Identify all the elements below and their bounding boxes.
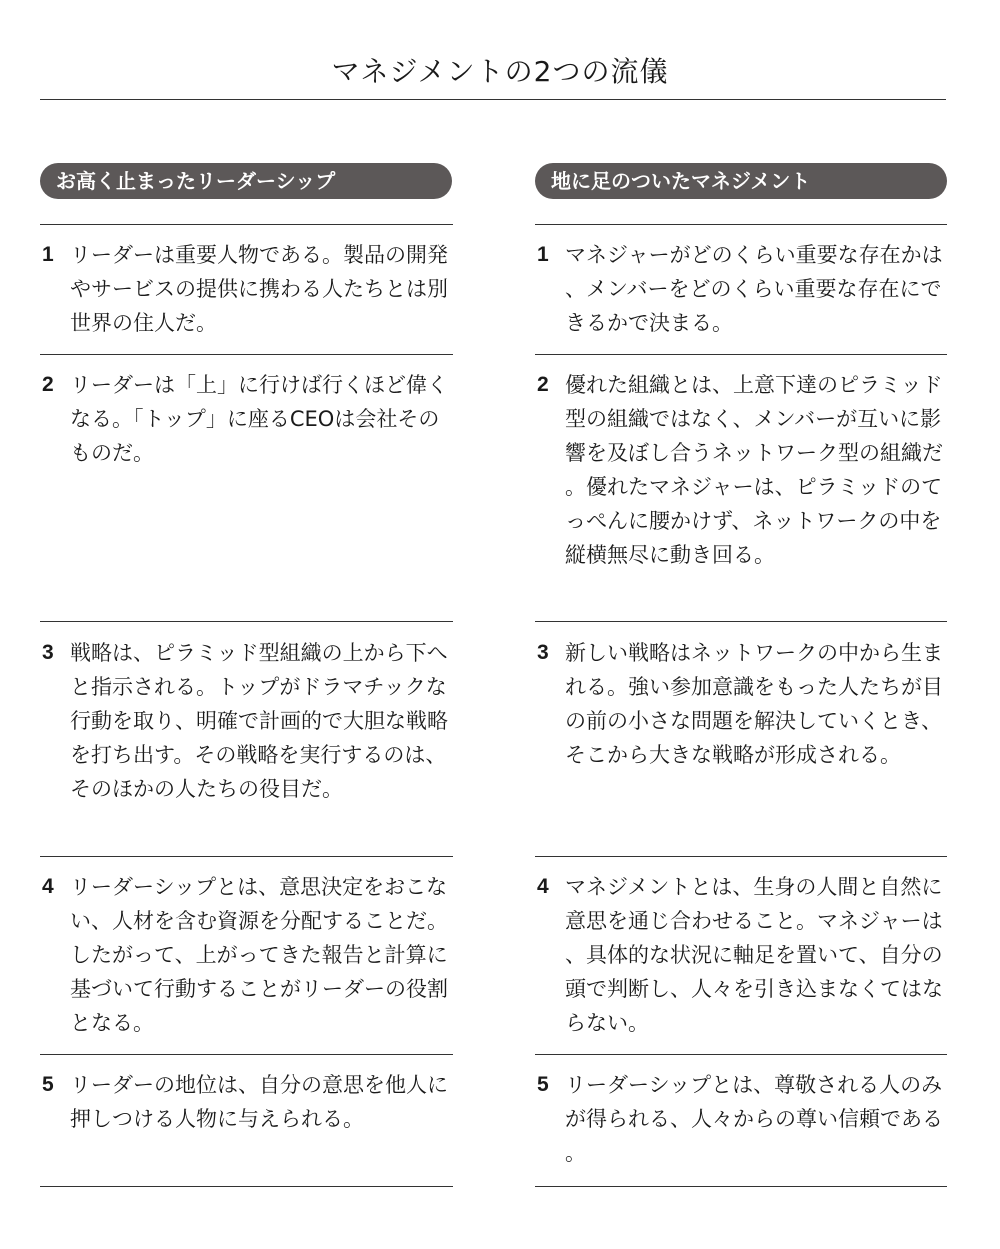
item-text: マネジメントとは、生身の人間と自然に意思を通じ合わせること。マネジャーは、具体的な状況に軸足を置いて、自分の頭で判断し、人々を引き込まなくてはならない。 bbox=[565, 875, 943, 1035]
item-text: 戦略は、ピラミッド型組織の上から下へと指示される。トップがドラマチックな行動を取り、明確で計画的で大胆な戦略を打ち出す。その戦略を実行するのは、そのほかの人たちの役目だ。 bbox=[70, 641, 448, 801]
item-number: 4 bbox=[537, 875, 549, 898]
row-divider bbox=[535, 224, 947, 225]
title-divider bbox=[40, 99, 946, 100]
row-divider bbox=[535, 856, 947, 857]
right-item-4 bbox=[537, 870, 957, 1042]
item-text: リーダーの地位は、自分の意思を他人に押しつける人物に与えられる。 bbox=[70, 1073, 448, 1131]
item-number: 5 bbox=[537, 1073, 549, 1096]
right-item-3 bbox=[537, 636, 957, 842]
right-item-5 bbox=[537, 1068, 957, 1172]
item-number: 2 bbox=[42, 373, 54, 396]
row-divider bbox=[40, 856, 453, 857]
left-item-1 bbox=[42, 238, 462, 342]
right-item-1 bbox=[537, 238, 957, 342]
item-text: リーダーは重要人物である。製品の開発やサービスの提供に携わる人たちとは別世界の住人だ。 bbox=[70, 243, 448, 335]
item-text: 新しい戦略はネットワークの中から生まれる。強い参加意識をもった人たちが目の前の小さな問題を解決していくとき、そこから大きな戦略が形成される。 bbox=[565, 641, 943, 767]
right-column-heading: 地に足のついたマネジメント bbox=[535, 163, 947, 199]
right-item-2 bbox=[537, 368, 957, 608]
row-divider bbox=[40, 354, 453, 355]
row-divider bbox=[535, 1186, 947, 1187]
item-number: 4 bbox=[42, 875, 54, 898]
item-number: 1 bbox=[537, 243, 549, 266]
left-item-3 bbox=[42, 636, 462, 842]
row-divider bbox=[535, 621, 947, 622]
item-text: 優れた組織とは、上意下達のピラミッド型の組織ではなく、メンバーが互いに影響を及ぼし合うネットワーク型の組織だ。優れたマネジャーは、ピラミッドのてっぺんに腰かけず、ネットワークの中を縦横無尽に動き回る。 bbox=[565, 373, 943, 567]
row-divider bbox=[40, 1186, 453, 1187]
row-divider bbox=[535, 1054, 947, 1055]
row-divider bbox=[40, 621, 453, 622]
left-column-heading: お高く止まったリーダーシップ bbox=[40, 163, 452, 199]
item-number: 1 bbox=[42, 243, 54, 266]
item-number: 5 bbox=[42, 1073, 54, 1096]
item-number: 3 bbox=[537, 641, 549, 664]
left-item-5 bbox=[42, 1068, 462, 1172]
left-item-2 bbox=[42, 368, 462, 472]
item-text: リーダーシップとは、尊敬される人のみが得られる、人々からの尊い信頼である。 bbox=[565, 1073, 943, 1165]
item-text: マネジャーがどのくらい重要な存在かは、メンバーをどのくらい重要な存在にできるかで決まる。 bbox=[565, 243, 943, 335]
item-number: 2 bbox=[537, 373, 549, 396]
row-divider bbox=[40, 224, 453, 225]
item-number: 3 bbox=[42, 641, 54, 664]
item-text: リーダーシップとは、意思決定をおこない、人材を含む資源を分配することだ。したがって、上がってきた報告と計算に基づいて行動することがリーダーの役割となる。 bbox=[70, 875, 448, 1035]
item-text: リーダーは「上」に行けば行くほど偉くなる。「トップ」に座るCEOは会社そのものだ。 bbox=[70, 373, 448, 465]
page-title: マネジメントの2つの流儀 bbox=[331, 55, 669, 88]
row-divider bbox=[535, 354, 947, 355]
row-divider bbox=[40, 1054, 453, 1055]
left-item-4 bbox=[42, 870, 462, 1042]
